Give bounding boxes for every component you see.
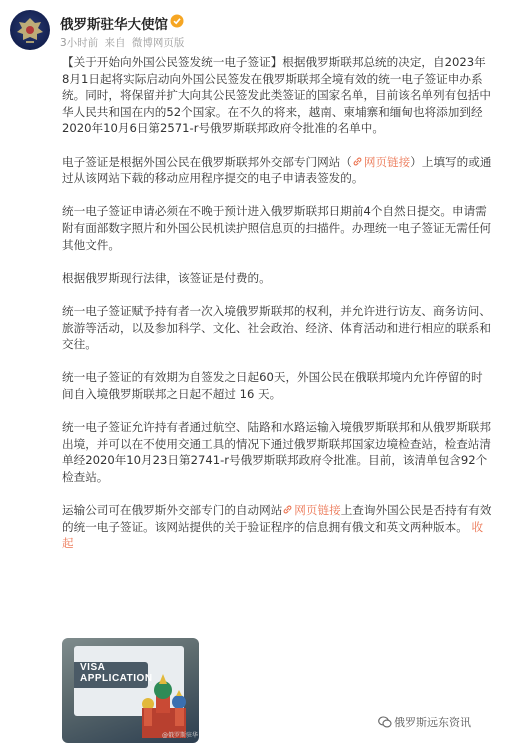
footer-watermark-text: 俄罗斯远东资讯 [394,716,471,729]
link-icon [352,156,363,167]
web-link-2[interactable] [282,503,340,517]
paragraph-6: 统一电子签证的有效期为自签发之日起60天，外国公民在俄联邦境内允许停留的时间自入境俄罗斯联邦之日起不超过 16 天。 [62,370,483,401]
footer-watermark [378,714,471,730]
web-link-2-label: 网页链接 [294,503,341,518]
web-link-label: 网页链接 [363,154,411,169]
post-content [62,54,492,568]
visa-subtitle: APPLICATION [80,673,153,684]
paragraph-3: 统一电子签证申请必须在不晚于预计进入俄罗斯联邦日期前4个自然日提交。申请需附有面部数字照片和外国公民机读护照信息页的扫描件。办理统一电子签证无需任何其他文件。 [62,204,491,252]
paragraph-5: 统一电子签证赋予持有者一次入境俄罗斯联邦的权利，并允许进行访友、商务访问、旅游等活动，以及参加科学、文化、社会政治、经济、体育活动和进行相应的联系和交往。 [62,303,491,352]
link-icon [282,504,293,515]
paragraph-7: 统一电子签证允许持有者通过航空、陆路和水路运输入境俄罗斯联邦和从俄罗斯联邦出境，并可以在不使用交通工具的情况下通过俄罗斯联邦国家边境检查站，检查站清单经2020年10月23日第2741-r号俄罗斯联邦政府令批准。目前，该清单包含92个检查站。 [62,420,491,484]
paragraph-2-text-b: ）上填写的或通过从该网站下载的移动应用程序提交的电子申请表签发的。 [62,154,492,186]
web-link[interactable] [352,155,410,169]
post-source: 微博网页版 [131,37,185,49]
collapse-button[interactable]: 收起 [62,519,484,551]
verified-badge-icon [170,14,184,28]
paragraph-8-text-b: 上查询外国公民是否持有有效的统一电子签证。该网站提供的关于验证程序的信息拥有俄文和英文两种版本。 [62,503,492,534]
paragraph-1: 【关于开始向外国公民签发统一电子签证】根据俄罗斯联邦总统的决定，自2023年8月1日起将实际启动向外国公民签发在俄罗斯联邦全境有效的统一电子签证申办系统。同时，将保留并扩大向其公民签发此类签证的国家名单，目前该名单列有包括中华人民共和国在内的52个国家。在不久的将来，越南、柬埔寨和缅甸也将添加到经2020年10月6日第2571-r号俄罗斯联邦政府令批准的名单中。 [62,55,491,136]
post-header [10,8,500,52]
post-time[interactable]: 3小时前 [60,37,99,49]
source-prefix: 来自 [104,37,126,49]
post-meta [60,35,187,50]
paragraph-4: 根据俄罗斯现行法律，该签证是付费的。 [62,270,271,285]
paragraph-2-text-a: 电子签证是根据外国公民在俄罗斯联邦外交部专门网站（ [62,154,352,169]
emblem-icon [10,10,50,50]
avatar[interactable] [10,10,50,50]
image-watermark: @俄罗斯驻华 [162,732,199,739]
post-image[interactable] [62,638,199,743]
paragraph-8 [62,502,492,552]
paragraph-8-text-a: 运输公司可在俄罗斯外交部专门的自动网站 [62,503,283,518]
account-name[interactable]: 俄罗斯驻华大使馆 [60,17,168,33]
visa-title: VISA [80,662,106,673]
wechat-logo-icon [378,715,392,729]
cathedral-icon [134,668,194,738]
paragraph-2 [62,154,492,187]
